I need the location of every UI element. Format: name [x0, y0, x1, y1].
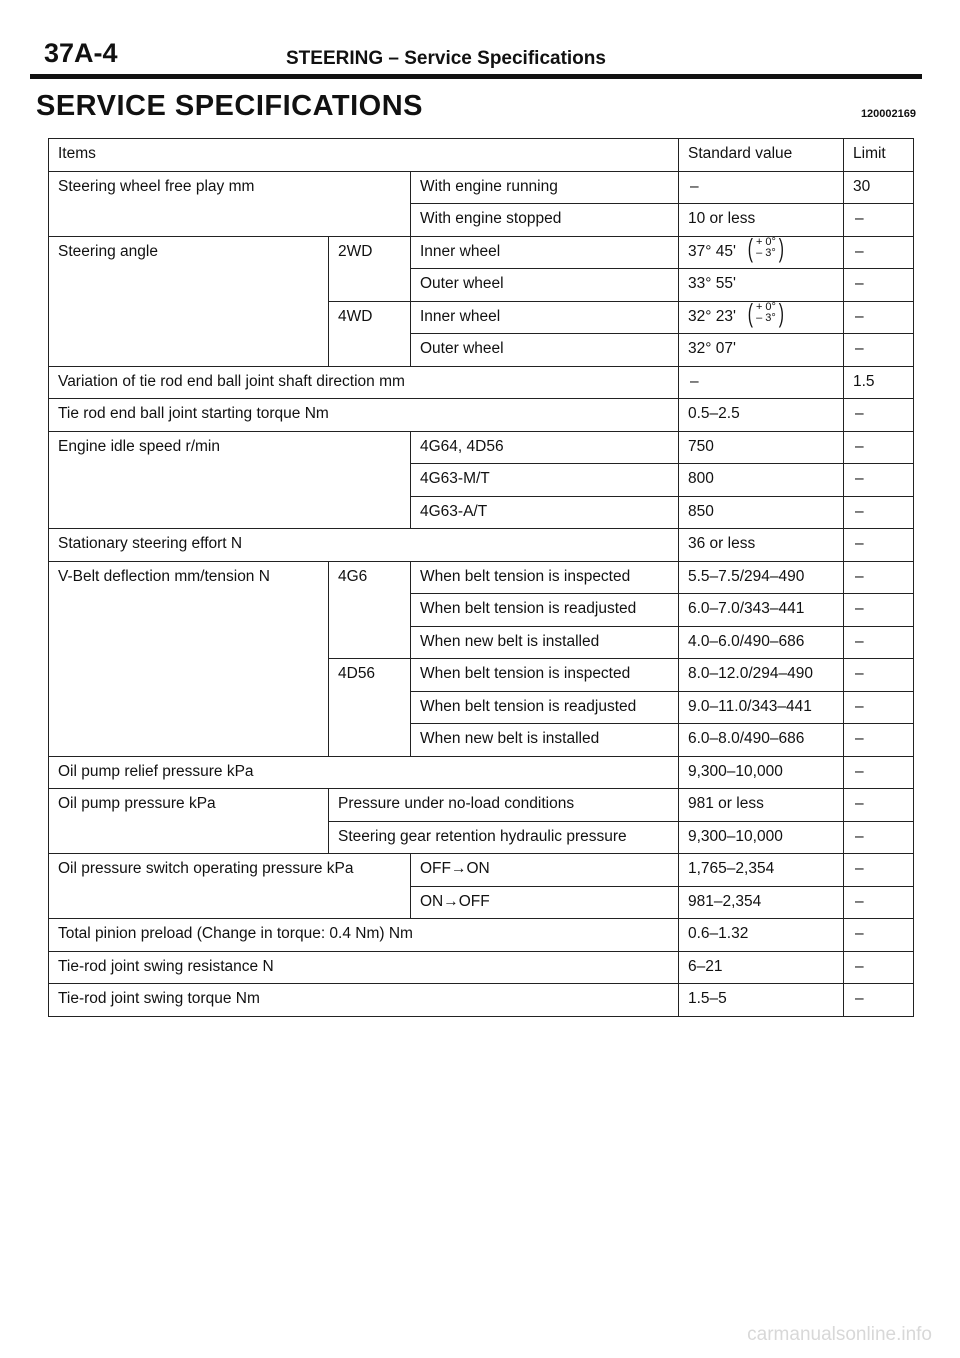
- standard-value: 9,300–10,000: [679, 756, 844, 789]
- limit-value: –: [844, 399, 914, 432]
- standard-value: 800: [679, 464, 844, 497]
- section-title: SERVICE SPECIFICATIONS: [36, 90, 423, 122]
- standard-value: 8.0–12.0/294–490: [679, 659, 844, 692]
- condition: With engine running: [411, 171, 679, 204]
- limit-value: –: [844, 886, 914, 919]
- item-label: Tie-rod joint swing torque Nm: [49, 984, 679, 1017]
- condition: Outer wheel: [411, 334, 679, 367]
- limit-value: –: [844, 984, 914, 1017]
- watermark-text: carmanualsonline.info: [747, 1324, 932, 1345]
- table-row: [49, 399, 914, 432]
- sub-category: 4D56: [329, 659, 411, 757]
- limit-value: –: [844, 236, 914, 269]
- condition: OFF→ON: [411, 854, 679, 887]
- standard-value: 750: [679, 431, 844, 464]
- condition: When new belt is installed: [411, 724, 679, 757]
- limit-value: –: [844, 789, 914, 822]
- table-row: [49, 171, 914, 204]
- condition: With engine stopped: [411, 204, 679, 237]
- table-row: [49, 431, 914, 464]
- header-row: [49, 139, 914, 172]
- standard-value: 0.6–1.32: [679, 919, 844, 952]
- standard-value: –: [679, 171, 844, 204]
- limit-value: –: [844, 821, 914, 854]
- limit-value: –: [844, 334, 914, 367]
- item-label: Total pinion preload (Change in torque: 0.4 Nm) Nm: [49, 919, 679, 952]
- item-label: Steering wheel free play mm: [49, 171, 411, 236]
- standard-value: 33° 55': [679, 269, 844, 302]
- limit-value: –: [844, 204, 914, 237]
- limit-value: –: [844, 464, 914, 497]
- limit-value: –: [844, 431, 914, 464]
- limit-value: –: [844, 659, 914, 692]
- item-label: Tie rod end ball joint starting torque Nm: [49, 399, 679, 432]
- tolerance-plus: + 0°: [755, 236, 776, 249]
- standard-value: 850: [679, 496, 844, 529]
- limit-value: 1.5: [844, 366, 914, 399]
- condition: Outer wheel: [411, 269, 679, 302]
- item-label: Steering angle: [49, 236, 329, 366]
- standard-value: 1,765–2,354: [679, 854, 844, 887]
- item-label: Oil pump pressure kPa: [49, 789, 329, 854]
- condition: When belt tension is readjusted: [411, 691, 679, 724]
- header-limit: Limit: [844, 139, 914, 172]
- standard-value: 36 or less: [679, 529, 844, 562]
- angle-value: 32° 23': [688, 307, 736, 325]
- limit-value: –: [844, 919, 914, 952]
- condition: ON→OFF: [411, 886, 679, 919]
- sub-category: 2WD: [329, 236, 411, 301]
- condition: Steering gear retention hydraulic pressure: [329, 821, 679, 854]
- limit-value: –: [844, 626, 914, 659]
- item-label: Variation of tie rod end ball joint shaft direction mm: [49, 366, 679, 399]
- condition: When belt tension is readjusted: [411, 594, 679, 627]
- table-row: [49, 236, 914, 269]
- table-row: [49, 854, 914, 887]
- limit-value: –: [844, 756, 914, 789]
- condition: Inner wheel: [411, 301, 679, 334]
- limit-value: 30: [844, 171, 914, 204]
- item-label: Oil pressure switch operating pressure kPa: [49, 854, 411, 919]
- table-row: [49, 951, 914, 984]
- document-code: 120002169: [860, 108, 916, 120]
- item-label: Oil pump relief pressure kPa: [49, 756, 679, 789]
- header-standard-value: Standard value: [679, 139, 844, 172]
- item-label: Tie-rod joint swing resistance N: [49, 951, 679, 984]
- limit-value: –: [844, 269, 914, 302]
- condition: When new belt is installed: [411, 626, 679, 659]
- condition: 4G64, 4D56: [411, 431, 679, 464]
- angle-value: 37° 45': [688, 242, 736, 260]
- standard-value: 4.0–6.0/490–686: [679, 626, 844, 659]
- specifications-table: [48, 138, 914, 1017]
- standard-value: 10 or less: [679, 204, 844, 237]
- standard-value: 0.5–2.5: [679, 399, 844, 432]
- tolerance: ( + 0° – 3° ): [748, 236, 784, 264]
- standard-value: 9,300–10,000: [679, 821, 844, 854]
- limit-value: –: [844, 301, 914, 334]
- item-label: Stationary steering effort N: [49, 529, 679, 562]
- standard-value: 32° 07': [679, 334, 844, 367]
- condition: When belt tension is inspected: [411, 659, 679, 692]
- condition: 4G63-M/T: [411, 464, 679, 497]
- condition: Pressure under no-load conditions: [329, 789, 679, 822]
- condition: Inner wheel: [411, 236, 679, 269]
- tolerance-plus: + 0°: [755, 301, 776, 314]
- table-row: [49, 366, 914, 399]
- standard-value: [679, 236, 844, 269]
- limit-value: –: [844, 561, 914, 594]
- header-rule: [30, 74, 922, 79]
- standard-value: 5.5–7.5/294–490: [679, 561, 844, 594]
- condition: When belt tension is inspected: [411, 561, 679, 594]
- page-number: 37A-4: [44, 38, 118, 68]
- limit-value: –: [844, 496, 914, 529]
- standard-value: 981–2,354: [679, 886, 844, 919]
- table-row: [49, 529, 914, 562]
- sub-category: 4WD: [329, 301, 411, 366]
- tolerance: ( + 0° – 3° ): [748, 301, 784, 329]
- table-row: [49, 984, 914, 1017]
- standard-value: 6.0–7.0/343–441: [679, 594, 844, 627]
- standard-value: –: [679, 366, 844, 399]
- limit-value: –: [844, 854, 914, 887]
- table-row: [49, 756, 914, 789]
- condition: 4G63-A/T: [411, 496, 679, 529]
- limit-value: –: [844, 951, 914, 984]
- table-row: [49, 919, 914, 952]
- standard-value: 6–21: [679, 951, 844, 984]
- standard-value: [679, 301, 844, 334]
- sub-category: 4G6: [329, 561, 411, 659]
- header-items: Items: [49, 139, 679, 172]
- table-row: [49, 789, 914, 822]
- standard-value: 1.5–5: [679, 984, 844, 1017]
- limit-value: –: [844, 529, 914, 562]
- running-title: STEERING – Service Specifications: [286, 48, 606, 69]
- tolerance-minus: – 3°: [756, 312, 776, 325]
- standard-value: 6.0–8.0/490–686: [679, 724, 844, 757]
- tolerance-minus: – 3°: [756, 247, 776, 260]
- standard-value: 981 or less: [679, 789, 844, 822]
- item-label: Engine idle speed r/min: [49, 431, 411, 529]
- table-row: [49, 561, 914, 594]
- limit-value: –: [844, 691, 914, 724]
- item-label: V-Belt deflection mm/tension N: [49, 561, 329, 756]
- limit-value: –: [844, 724, 914, 757]
- limit-value: –: [844, 594, 914, 627]
- standard-value: 9.0–11.0/343–441: [679, 691, 844, 724]
